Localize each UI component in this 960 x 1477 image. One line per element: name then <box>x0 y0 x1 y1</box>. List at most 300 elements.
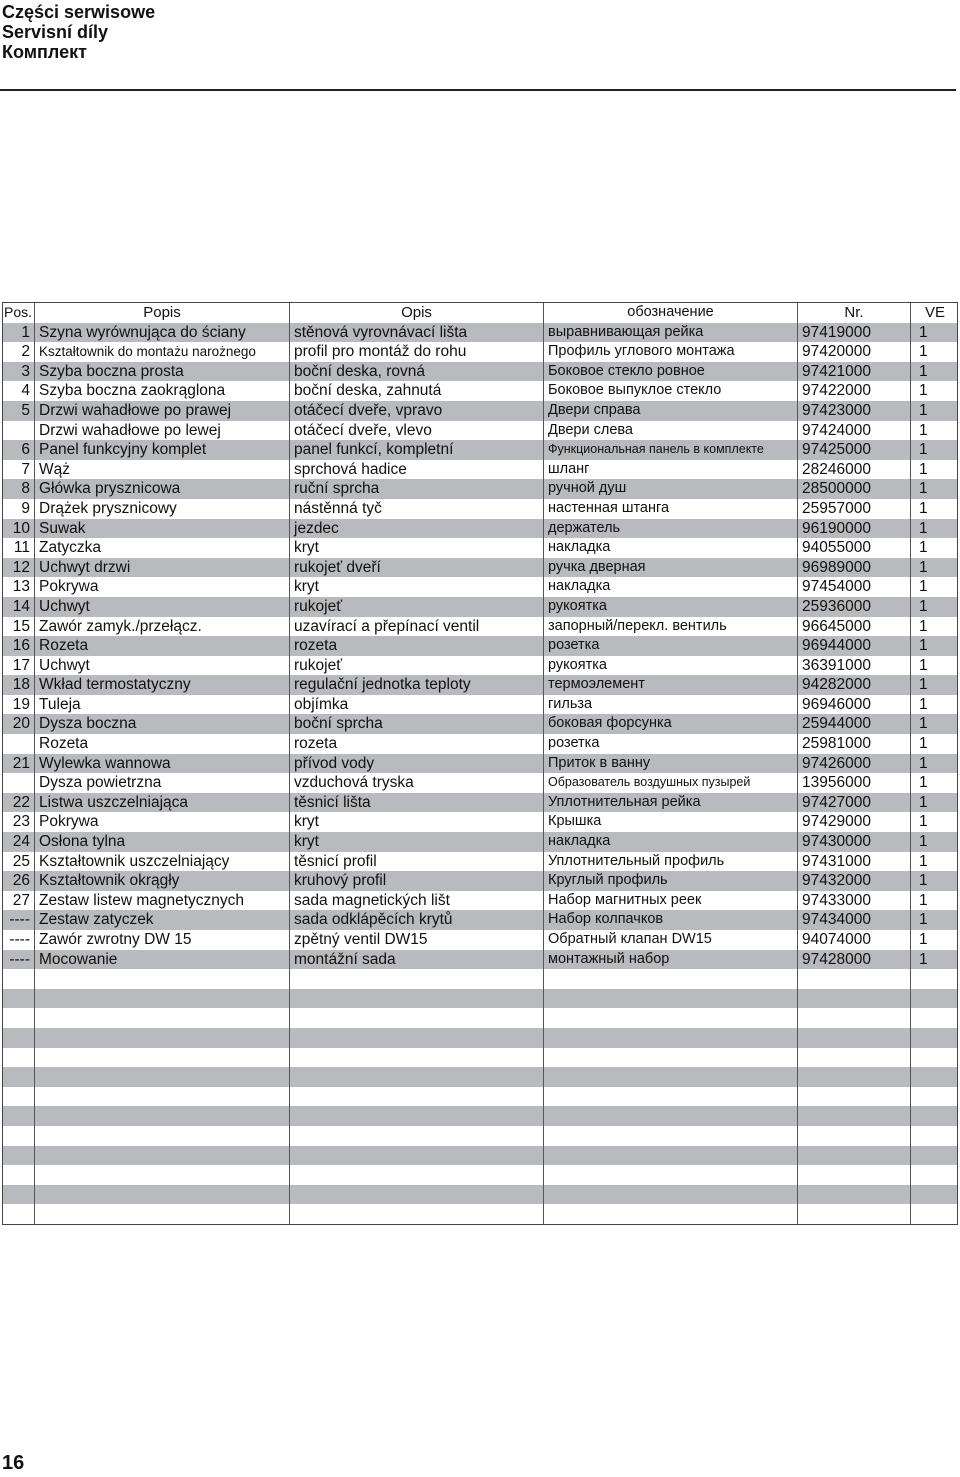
cell-ve: 1 <box>919 441 928 459</box>
cell-nr: 97429000 <box>798 812 911 832</box>
cell-opis: rukojeť dveří <box>290 558 544 578</box>
cell-ve <box>911 989 957 1009</box>
header-divider <box>0 89 956 91</box>
cell-oboznachenie: Обратный клапан DW15 <box>544 930 798 950</box>
cell-pos <box>3 773 35 793</box>
cell-pos: ---- <box>3 950 35 970</box>
cell-nr: 97454000 <box>798 577 911 597</box>
cell-pos <box>3 969 35 989</box>
cell-ve <box>911 1087 957 1107</box>
cell-oboznachenie: гильза <box>544 695 798 715</box>
table-row <box>3 421 957 441</box>
cell-nr: 25957000 <box>798 499 911 519</box>
cell-opis: nástěnná tyč <box>290 499 544 519</box>
cell-opis: sada magnetických lišt <box>290 891 544 911</box>
table-row <box>3 891 957 911</box>
cell-opis: boční deska, rovná <box>290 362 544 382</box>
parts-table <box>2 302 958 1225</box>
cell-nr: 36391000 <box>798 656 911 676</box>
cell-popis: Szyba boczna zaokrąglona <box>35 381 290 401</box>
cell-opis: rozeta <box>290 636 544 656</box>
cell-pos: 21 <box>3 754 35 774</box>
cell-nr <box>798 1008 911 1028</box>
title-czech: Servisní díly <box>2 22 109 42</box>
table-row <box>3 558 957 578</box>
cell-oboznachenie: держатель <box>544 519 798 539</box>
cell-popis <box>35 1008 290 1028</box>
cell-popis: Uchwyt <box>35 597 290 617</box>
cell-pos: 24 <box>3 832 35 852</box>
table-row <box>3 910 957 930</box>
table-header-row <box>3 303 957 323</box>
cell-nr: 97434000 <box>798 910 911 930</box>
cell-nr: 97432000 <box>798 871 911 891</box>
cell-oboznachenie: Приток в ванну <box>544 754 798 774</box>
cell-nr <box>798 1185 911 1205</box>
cell-opis: přívod vody <box>290 754 544 774</box>
table-row <box>3 734 957 754</box>
cell-oboznachenie: монтажный набор <box>544 950 798 970</box>
cell-popis: Osłona tylna <box>35 832 290 852</box>
cell-nr: 25944000 <box>798 714 911 734</box>
cell-popis: Zestaw listew magnetycznych <box>35 891 290 911</box>
cell-nr <box>798 1028 911 1048</box>
cell-oboznachenie <box>544 969 798 989</box>
cell-ve: 1 <box>919 813 928 831</box>
cell-nr: 96645000 <box>798 617 911 637</box>
cell-ve: 1 <box>919 401 928 419</box>
cell-pos: 14 <box>3 597 35 617</box>
cell-nr: 97430000 <box>798 832 911 852</box>
cell-opis: otáčecí dveře, vlevo <box>290 421 544 441</box>
cell-pos: 12 <box>3 558 35 578</box>
cell-opis: stěnová vyrovnávací lišta <box>290 323 544 343</box>
cell-opis <box>290 1165 544 1185</box>
cell-opis: jezdec <box>290 519 544 539</box>
cell-ve <box>911 1048 957 1068</box>
cell-nr: 97423000 <box>798 401 911 421</box>
cell-nr <box>798 989 911 1009</box>
cell-popis <box>35 1165 290 1185</box>
cell-popis: Drążek prysznicowy <box>35 499 290 519</box>
cell-ve <box>911 1126 957 1146</box>
cell-ve: 1 <box>919 617 928 635</box>
cell-oboznachenie: Набор колпачков <box>544 910 798 930</box>
cell-pos <box>3 1028 35 1048</box>
cell-pos <box>3 1106 35 1126</box>
cell-ve: 1 <box>919 872 928 890</box>
cell-pos: 20 <box>3 714 35 734</box>
cell-popis: Uchwyt drzwi <box>35 558 290 578</box>
cell-nr: 25936000 <box>798 597 911 617</box>
cell-opis: rozeta <box>290 734 544 754</box>
cell-ve: 1 <box>919 852 928 870</box>
cell-popis: Wylewka wannowa <box>35 754 290 774</box>
empty-table-row <box>3 1106 957 1126</box>
cell-oboznachenie: Круглый профиль <box>544 871 798 891</box>
cell-opis: rukojeť <box>290 597 544 617</box>
cell-ve: 1 <box>919 911 928 929</box>
cell-nr <box>798 1146 911 1166</box>
cell-ve: 1 <box>919 362 928 380</box>
cell-opis <box>290 1067 544 1087</box>
table-row <box>3 342 957 362</box>
cell-pos: 7 <box>3 460 35 480</box>
cell-pos <box>3 1048 35 1068</box>
cell-ve: 1 <box>919 715 928 733</box>
cell-popis <box>35 969 290 989</box>
cell-oboznachenie: Боковое выпуклое стекло <box>544 381 798 401</box>
empty-table-row <box>3 1087 957 1107</box>
cell-pos <box>3 421 35 441</box>
cell-oboznachenie: боковая форсунка <box>544 714 798 734</box>
cell-popis: Pokrywa <box>35 577 290 597</box>
cell-popis <box>35 989 290 1009</box>
cell-pos: 2 <box>3 342 35 362</box>
cell-ve <box>911 1028 957 1048</box>
cell-ve: 1 <box>919 695 928 713</box>
cell-oboznachenie <box>544 1028 798 1048</box>
cell-popis: Tuleja <box>35 695 290 715</box>
cell-nr: 97419000 <box>798 323 911 343</box>
empty-table-row <box>3 1126 957 1146</box>
cell-opis: kryt <box>290 577 544 597</box>
cell-ve: 1 <box>919 499 928 517</box>
cell-popis: Dysza boczna <box>35 714 290 734</box>
cell-popis: Drzwi wahadłowe po lewej <box>35 421 290 441</box>
title-polish: Części serwisowe <box>2 2 156 22</box>
cell-opis: kryt <box>290 832 544 852</box>
empty-table-row <box>3 1204 957 1224</box>
table-row <box>3 460 957 480</box>
cell-nr <box>798 1067 911 1087</box>
cell-oboznachenie: шланг <box>544 460 798 480</box>
table-row <box>3 636 957 656</box>
cell-oboznachenie: Уплотнительный профиль <box>544 852 798 872</box>
cell-pos <box>3 1087 35 1107</box>
table-row <box>3 479 957 499</box>
table-row <box>3 773 957 793</box>
table-row <box>3 323 957 343</box>
cell-ve: 1 <box>919 578 928 596</box>
cell-popis: Szyba boczna prosta <box>35 362 290 382</box>
cell-oboznachenie <box>544 1067 798 1087</box>
cell-popis: Wkład termostatyczny <box>35 675 290 695</box>
cell-nr: 94282000 <box>798 675 911 695</box>
cell-nr: 96190000 <box>798 519 911 539</box>
page-number: 16 <box>2 1452 25 1474</box>
cell-oboznachenie <box>544 989 798 1009</box>
cell-popis: Zawór zamyk./przełącz. <box>35 617 290 637</box>
cell-pos <box>3 1165 35 1185</box>
cell-oboznachenie <box>544 1126 798 1146</box>
cell-oboznachenie <box>544 1106 798 1126</box>
cell-ve: 1 <box>919 891 928 909</box>
table-row <box>3 401 957 421</box>
cell-pos: 3 <box>3 362 35 382</box>
cell-oboznachenie <box>544 1204 798 1224</box>
cell-opis: otáčecí dveře, vpravo <box>290 401 544 421</box>
cell-popis: Główka prysznicowa <box>35 479 290 499</box>
cell-pos: 23 <box>3 812 35 832</box>
cell-popis: Zestaw zatyczek <box>35 910 290 930</box>
cell-pos: 16 <box>3 636 35 656</box>
cell-pos: 4 <box>3 381 35 401</box>
cell-ve: 1 <box>919 382 928 400</box>
table-row <box>3 381 957 401</box>
table-row <box>3 793 957 813</box>
empty-table-row <box>3 989 957 1009</box>
cell-popis <box>35 1126 290 1146</box>
cell-oboznachenie: выравнивающая рейка <box>544 323 798 343</box>
cell-pos: 11 <box>3 538 35 558</box>
cell-ve: 1 <box>919 656 928 674</box>
column-header-nr: Nr. <box>798 303 911 323</box>
cell-pos: 8 <box>3 479 35 499</box>
table-row <box>3 832 957 852</box>
cell-oboznachenie: Крышка <box>544 812 798 832</box>
cell-pos: 22 <box>3 793 35 813</box>
cell-nr: 97428000 <box>798 950 911 970</box>
cell-ve <box>911 969 957 989</box>
cell-opis <box>290 1106 544 1126</box>
cell-opis: montážní sada <box>290 950 544 970</box>
table-row <box>3 675 957 695</box>
cell-pos: 26 <box>3 871 35 891</box>
cell-popis <box>35 1048 290 1068</box>
empty-table-row <box>3 1028 957 1048</box>
cell-oboznachenie <box>544 1185 798 1205</box>
cell-pos: 10 <box>3 519 35 539</box>
cell-nr: 94055000 <box>798 538 911 558</box>
cell-opis: sprchová hadice <box>290 460 544 480</box>
cell-opis: regulační jednotka teploty <box>290 675 544 695</box>
cell-opis: boční sprcha <box>290 714 544 734</box>
cell-oboznachenie: Функциональная панель в комплекте <box>544 440 798 460</box>
cell-opis <box>290 1204 544 1224</box>
cell-opis: kryt <box>290 538 544 558</box>
empty-table-row <box>3 1165 957 1185</box>
cell-oboznachenie: Боковое стекло ровное <box>544 362 798 382</box>
cell-oboznachenie: Двери справа <box>544 401 798 421</box>
cell-popis: Rozeta <box>35 636 290 656</box>
cell-opis: kruhový profil <box>290 871 544 891</box>
cell-pos: 15 <box>3 617 35 637</box>
cell-pos: 17 <box>3 656 35 676</box>
cell-ve <box>911 1165 957 1185</box>
cell-popis: Kształtownik okrągły <box>35 871 290 891</box>
cell-opis: vzduchová tryska <box>290 773 544 793</box>
table-row <box>3 519 957 539</box>
cell-oboznachenie: термоэлемент <box>544 675 798 695</box>
cell-nr: 97427000 <box>798 793 911 813</box>
table-row <box>3 499 957 519</box>
cell-pos <box>3 734 35 754</box>
cell-nr <box>798 1126 911 1146</box>
cell-popis: Mocowanie <box>35 950 290 970</box>
cell-popis: Panel funkcyjny komplet <box>35 440 290 460</box>
cell-popis: Kształtownik uszczelniający <box>35 852 290 872</box>
cell-oboznachenie: розетка <box>544 636 798 656</box>
cell-nr: 97424000 <box>798 421 911 441</box>
cell-opis <box>290 1087 544 1107</box>
cell-ve: 1 <box>919 931 928 948</box>
cell-ve <box>911 1146 957 1166</box>
cell-oboznachenie: ручка дверная <box>544 558 798 578</box>
cell-popis <box>35 1185 290 1205</box>
cell-ve <box>911 1185 957 1205</box>
table-row <box>3 930 957 950</box>
cell-pos: 1 <box>3 323 35 343</box>
cell-popis: Dysza powietrzna <box>35 773 290 793</box>
cell-nr: 94074000 <box>798 930 911 950</box>
cell-pos <box>3 989 35 1009</box>
cell-nr: 96989000 <box>798 558 911 578</box>
table-row <box>3 577 957 597</box>
cell-oboznachenie <box>544 1087 798 1107</box>
cell-oboznachenie <box>544 1146 798 1166</box>
cell-popis: Listwa uszczelniająca <box>35 793 290 813</box>
cell-nr: 97420000 <box>798 342 911 362</box>
cell-nr: 97422000 <box>798 381 911 401</box>
cell-nr <box>798 969 911 989</box>
cell-ve: 1 <box>919 793 928 811</box>
cell-ve <box>911 1067 957 1087</box>
cell-opis: sada odklápěcích krytů <box>290 910 544 930</box>
cell-nr: 97431000 <box>798 852 911 872</box>
cell-popis: Zawór zwrotny DW 15 <box>35 930 290 950</box>
cell-pos <box>3 1126 35 1146</box>
cell-opis: těsnicí lišta <box>290 793 544 813</box>
cell-pos <box>3 1146 35 1166</box>
cell-ve: 1 <box>919 950 928 968</box>
table-row <box>3 812 957 832</box>
cell-pos: ---- <box>3 910 35 930</box>
column-header-ve: VE <box>924 304 945 321</box>
cell-pos <box>3 1185 35 1205</box>
cell-pos <box>3 1067 35 1087</box>
cell-nr <box>798 1165 911 1185</box>
cell-oboznachenie <box>544 1048 798 1068</box>
cell-ve <box>911 1106 957 1126</box>
cell-opis: uzavírací a přepínací ventil <box>290 617 544 637</box>
cell-ve: 1 <box>919 343 928 361</box>
column-header-oboznachenie: обозначение <box>544 303 798 323</box>
cell-pos: 18 <box>3 675 35 695</box>
cell-ve <box>911 1204 957 1224</box>
cell-nr: 97425000 <box>798 440 911 460</box>
cell-popis: Zatyczka <box>35 538 290 558</box>
cell-popis: Suwak <box>35 519 290 539</box>
cell-pos <box>3 1008 35 1028</box>
table-row <box>3 362 957 382</box>
cell-nr <box>798 1106 911 1126</box>
cell-popis: Uchwyt <box>35 656 290 676</box>
table-row <box>3 538 957 558</box>
cell-nr <box>798 1204 911 1224</box>
cell-nr: 97426000 <box>798 754 911 774</box>
cell-ve: 1 <box>919 480 928 498</box>
cell-popis <box>35 1087 290 1107</box>
cell-oboznachenie <box>544 1008 798 1028</box>
cell-pos: 5 <box>3 401 35 421</box>
cell-pos: 6 <box>3 440 35 460</box>
cell-nr: 97421000 <box>798 362 911 382</box>
empty-table-row <box>3 969 957 989</box>
column-header-pos: Pos. <box>3 303 35 323</box>
cell-popis <box>35 1146 290 1166</box>
cell-opis: těsnicí profil <box>290 852 544 872</box>
cell-pos: ---- <box>3 930 35 950</box>
cell-popis: Szyna wyrównująca do ściany <box>35 323 290 343</box>
cell-ve: 1 <box>919 539 928 557</box>
cell-oboznachenie: Набор магнитных реек <box>544 891 798 911</box>
table-row <box>3 617 957 637</box>
empty-table-row <box>3 1067 957 1087</box>
cell-oboznachenie: накладка <box>544 538 798 558</box>
cell-pos: 13 <box>3 577 35 597</box>
table-row <box>3 871 957 891</box>
cell-ve: 1 <box>919 421 928 439</box>
table-row <box>3 695 957 715</box>
empty-table-row <box>3 1185 957 1205</box>
cell-opis: rukojeť <box>290 656 544 676</box>
cell-ve: 1 <box>919 460 928 478</box>
cell-oboznachenie: ручной душ <box>544 479 798 499</box>
cell-ve: 1 <box>919 637 928 655</box>
cell-opis <box>290 1185 544 1205</box>
cell-opis: zpětný ventil DW15 <box>290 930 544 950</box>
cell-popis: Kształtownik do montażu narożnego <box>35 342 290 362</box>
cell-pos: 9 <box>3 499 35 519</box>
cell-popis <box>35 1028 290 1048</box>
title-russian: Комплект <box>2 42 87 62</box>
cell-oboznachenie: запорный/перекл. вентиль <box>544 617 798 637</box>
cell-opis <box>290 1048 544 1068</box>
empty-table-row <box>3 1008 957 1028</box>
cell-nr: 13956000 <box>798 773 911 793</box>
cell-oboznachenie: рукоятка <box>544 656 798 676</box>
table-row <box>3 656 957 676</box>
cell-nr <box>798 1048 911 1068</box>
cell-ve: 1 <box>919 774 928 792</box>
empty-table-row <box>3 1146 957 1166</box>
cell-popis <box>35 1106 290 1126</box>
cell-opis <box>290 1146 544 1166</box>
cell-oboznachenie: накладка <box>544 832 798 852</box>
cell-ve: 1 <box>919 558 928 576</box>
table-row <box>3 950 957 970</box>
column-header-opis: Opis <box>290 303 544 323</box>
cell-opis: ruční sprcha <box>290 479 544 499</box>
cell-popis: Drzwi wahadłowe po prawej <box>35 401 290 421</box>
cell-opis <box>290 989 544 1009</box>
cell-opis <box>290 1028 544 1048</box>
cell-ve: 1 <box>919 597 928 615</box>
cell-opis: profil pro montáž do rohu <box>290 342 544 362</box>
cell-ve: 1 <box>919 676 928 694</box>
cell-ve: 1 <box>919 754 928 772</box>
cell-oboznachenie: Уплотнительная рейка <box>544 793 798 813</box>
cell-ve: 1 <box>919 735 928 753</box>
cell-nr: 97433000 <box>798 891 911 911</box>
cell-popis: Pokrywa <box>35 812 290 832</box>
cell-popis <box>35 1204 290 1224</box>
cell-oboznachenie: накладка <box>544 577 798 597</box>
table-row <box>3 754 957 774</box>
cell-opis: boční deska, zahnutá <box>290 381 544 401</box>
cell-nr <box>798 1087 911 1107</box>
